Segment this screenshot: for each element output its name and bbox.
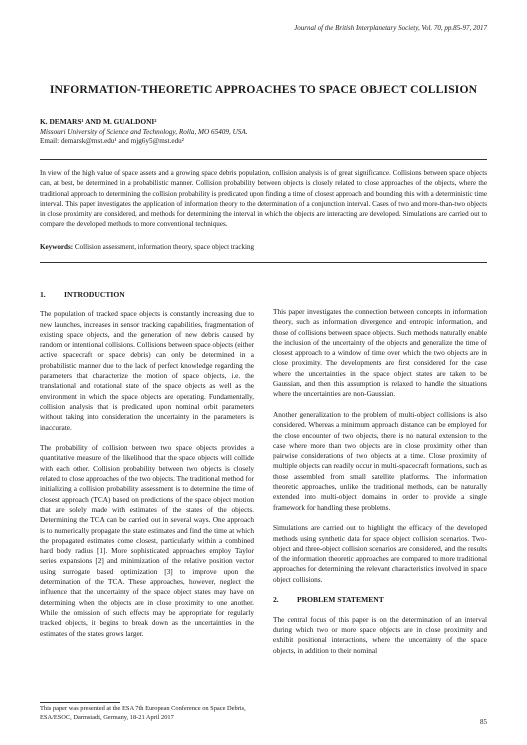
section-number: 2. (273, 595, 279, 605)
abstract: In view of the high value of space assets and a growing space debris population, collision analysis is of great significance. Collisions between space objects can, at best, be determined in a probabilistic manner. Collision probability between objects is closely related to close approaches of the objects, where the traditional approach to determining the collision probability is predicated upon finding a time of closest approach and bounding this with a deterministic time interval. This paper investigates the application of information theory to the determination of a conjunction interval. Cases of two and more-than-two objects in close proximity are considered, and methods for determining the interval in which the objects are interacting are developed. Simulations are carried out to compare the developed methods to more conventional techniques. (40, 169, 487, 229)
footnote: This paper was presented at the ESA 7th European Conference on Space Debris, ESA/ESOC, Darmstadt, Germany, 18-21 April 2017 (40, 705, 246, 721)
right-column (273, 307, 487, 666)
footnote-rule (40, 702, 120, 703)
paragraph: The population of tracked space objects is constantly increasing due to new launches, increases in sensor tracking capabilities, fragmentation of existing space objects, and the generation of new debris caused by random or intentional collisions. Collisions between space objects (either active spacecraft or space debris) can only be determined in a probabilistic manner due to the lack of perfect knowledge regarding the parameters that characterize the motion of space objects, i.e. the translational and rotational state of the space objects as well as the environment in which the space objects are operating. Fundamentally, collision analysis that is predicated upon nominal orbit parameters without taking into consideration the uncertainty in the parameters is inaccurate. (40, 309, 254, 432)
affiliation: Missouri University of Science and Technology, Rolla, MO 65409, USA. (40, 128, 248, 136)
keywords-text: Collision assessment, information theory, space object tracking (74, 243, 255, 251)
keywords-label: Keywords: (40, 243, 74, 251)
page-number: 85 (480, 718, 487, 726)
keywords (40, 242, 487, 252)
abstract-top-rule (40, 159, 487, 160)
paragraph: Simulations are carried out to highlight the efficacy of the developed methods using synthetic data for space object collision scenarios. Two-object and three-object collision scenarios are considered, and the results of the information theoretic approaches are compared to more traditional approaches for determining the relevant characteristics involved in space object collisions. (273, 523, 487, 584)
paragraph: The central focus of this paper is on the determination of an interval during which two or more space objects are in close proximity and exhibit positional interactions, where the uncertainty of the space objects, in addition to their nominal (273, 614, 487, 655)
paragraph: Another generalization to the problem of multi-object collisions is also considered. Whereas a minimum approach distance can be employed for the close encounter of two objects, there is no natural extension to the case where more than two objects are in close proximity other than pairwise considerations of two objects at a time. Close proximity of multiple objects can readily occur in multi-spacecraft formations, such as those assembled from small satellite platforms. The information theoretic approaches, unlike the traditional methods, can be naturally extended into multi-object domains in order to provide a single framework for handling these problems. (273, 409, 487, 512)
author-emails: Email: demarsk@mst.edu¹ and mjg6y5@mst.edu² (40, 137, 184, 145)
journal-header: Journal of the British Interplanetary Society, Vol. 70, pp.85-97, 2017 (294, 24, 487, 32)
section-heading-introduction (40, 290, 254, 300)
section-title: INTRODUCTION (64, 290, 125, 299)
section-title: PROBLEM STATEMENT (297, 595, 384, 605)
section-heading-problem-statement (273, 595, 487, 605)
section-number: 1. (40, 290, 46, 299)
left-column (40, 290, 254, 649)
abstract-bottom-rule (40, 262, 487, 263)
paragraph: The probability of collision between two space objects provides a quantitative measure of the likelihood that the space objects will collide with each other. Collision probability between two objects is closely related to close approaches of the two objects. The traditional method for initializing a collision probability assessment is to determine the time of closest approach (TCA) based on predictions of the space object motion that are solely made with estimates of the states of the objects. Determining the TCA can be carried out in several ways. One approach is to numerically propagate the state estimates and find the time at which the propagated estimates come closest, particularly within a combined hard body radius [1]. More sophisticated approaches employ Taylor series expansions [2] and minimization of the relative position vector using surrogate based optimization [3] to improve upon the determination of the TCA. These approaches, however, neglect the influence that the uncertainty of the space object states may have on determining when the objects are in close proximity to one another. While the omission of such effects may be appropriate for regularly tracked objects, it begins to break down as the uncertainties in the estimates of the states grows larger. (40, 443, 254, 638)
paper-title: INFORMATION-THEORETIC APPROACHES TO SPACE OBJECT COLLISION (49, 83, 478, 96)
paragraph: This paper investigates the connection between concepts in information theory, such as information divergence and entropic information, and those of collisions between space objects. Such methods naturally enable the inclusion of the uncertainty of the objects and generalize the time of closest approach to a window of time over which the two objects are in close proximity. The developments are first considered for the case where the uncertainties in the space object states are taken to be Gaussian, and then this assumption is relaxed to handle the situations where the uncertainties are non-Gaussian. (273, 307, 487, 399)
authors: K. DEMARS¹ AND M. GUALDONI² (40, 117, 157, 126)
